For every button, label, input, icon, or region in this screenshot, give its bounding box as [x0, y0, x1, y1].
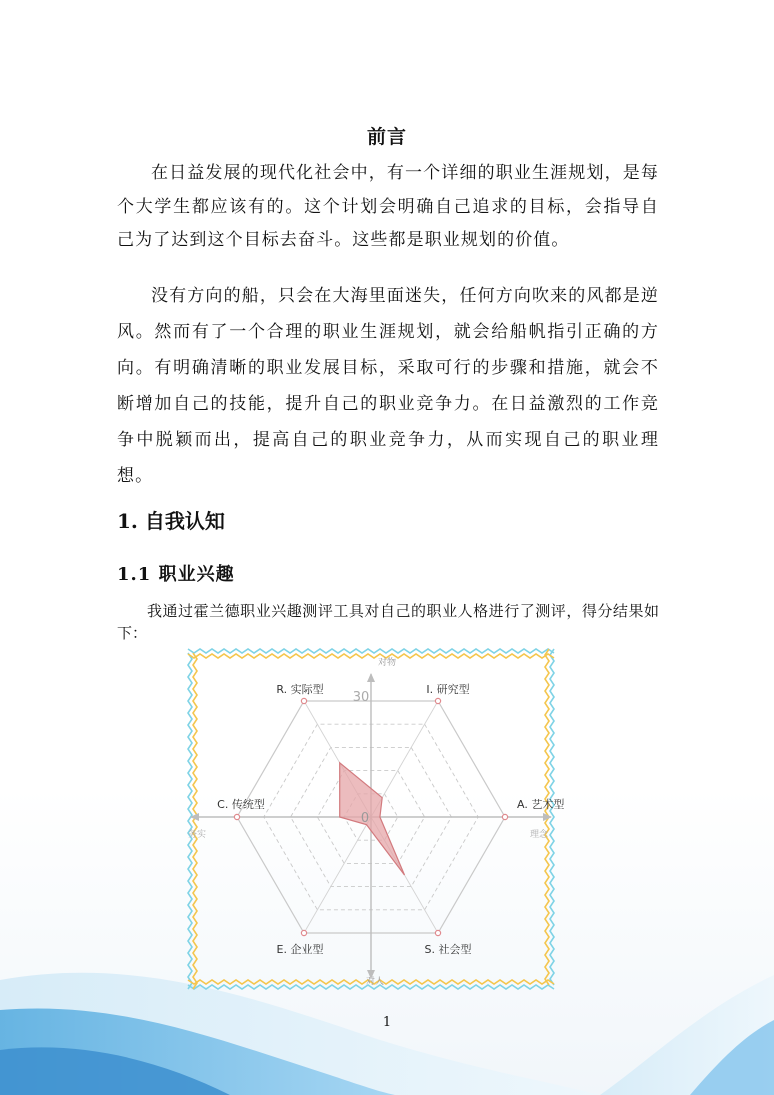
page-title: 前言 — [366, 126, 407, 148]
tick-label-max: 30 — [352, 690, 370, 705]
axis-label-conventional: C. 传统型 — [217, 798, 265, 811]
direction-label-left: 务实 — [187, 830, 207, 840]
axis-label-realistic: R. 实际型 — [276, 682, 324, 696]
border-top-1 — [188, 654, 554, 658]
arrow-up — [367, 673, 375, 682]
holland-radar-chart — [185, 646, 565, 992]
score-polygon — [340, 763, 405, 875]
axis-label-artistic: A. 艺术型 — [517, 798, 565, 811]
radar-chart-svg — [185, 646, 565, 992]
grid-spoke-3 — [304, 817, 371, 933]
vertex-dot-4 — [234, 814, 239, 819]
axis-label-enterprising: E. 企业型 — [276, 943, 324, 957]
preface-paragraph-2: 没有方向的船，只会在大海里面迷失，任何方向吹来的风都是逆风。然而有了一个合理的职业生涯规划，就会给船帆指引正确的方向。有明确清晰的职业发展目标，采取可行的步骤和措施，就会不断增加自己的技能，提升自己的职业竞争力。在日益激烈的工作竞争中脱颖而出，提高自己的职业竞争力，从而实现自己的职业理想。 — [117, 286, 659, 486]
page-number: 1 — [382, 1015, 392, 1030]
border-left-0 — [188, 653, 192, 989]
direction-label-right: 理念 — [529, 830, 549, 840]
tick-label-zero: 0 — [360, 811, 370, 826]
vertex-dot-3 — [301, 930, 306, 935]
border-left-1 — [193, 653, 197, 989]
section-heading-self-awareness: 1. 自我认知 — [117, 509, 225, 533]
interest-test-intro: 我通过霍兰德职业兴趣测评工具对自己的职业人格进行了测评，得分结果如下： — [117, 602, 659, 642]
vertex-dot-1 — [502, 814, 507, 819]
direction-label-bottom: 对人 — [365, 977, 385, 987]
preface-paragraph-1: 在日益发展的现代化社会中，有一个详细的职业生涯规划，是每个大学生都应该有的。这个计划会明确自己追求的目标，会指导自己为了达到这个目标去奋斗。这些都是职业规划的价值。 — [117, 163, 659, 250]
vertex-dot-5 — [301, 698, 306, 703]
axis-label-social: S. 社会型 — [424, 943, 472, 957]
direction-label-top: 对物 — [377, 658, 397, 668]
vertex-dot-2 — [435, 930, 440, 935]
border-top-0 — [188, 649, 554, 653]
vertex-dot-0 — [435, 698, 440, 703]
axis-label-investigative: I. 研究型 — [426, 682, 470, 696]
subsection-heading-career-interest: 1.1 职业兴趣 — [117, 564, 235, 585]
